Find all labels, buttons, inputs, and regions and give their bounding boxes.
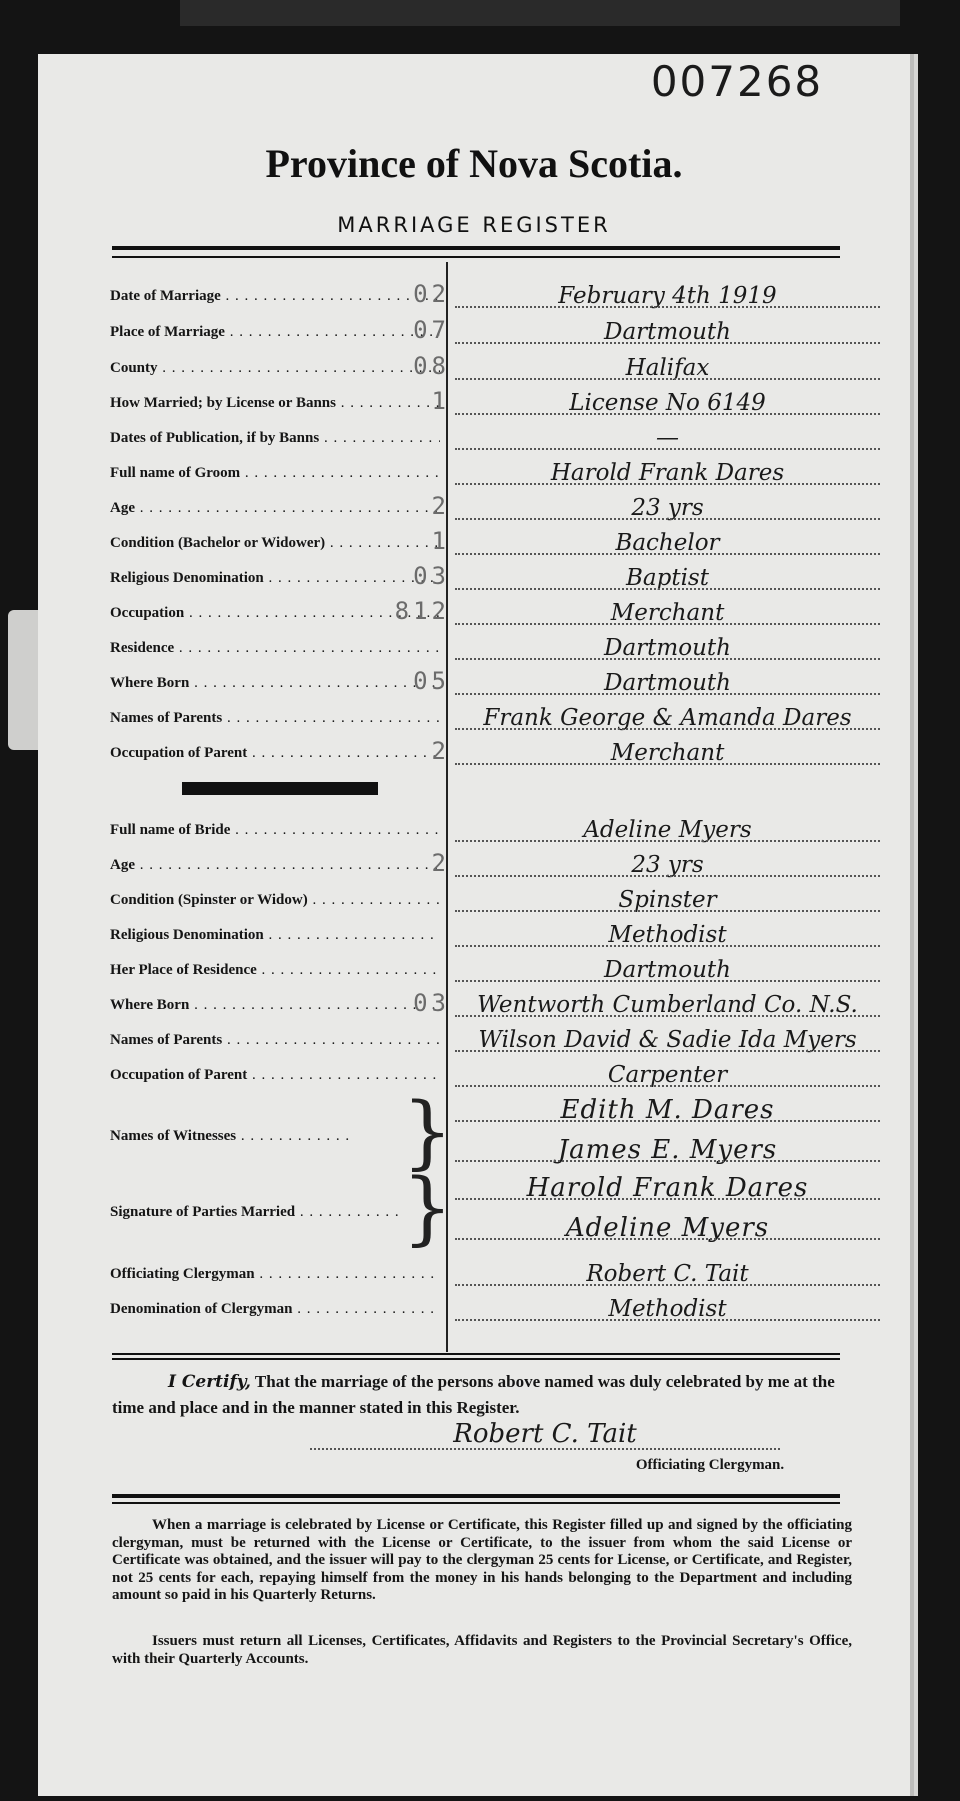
party-signature: Adeline Myers bbox=[455, 1212, 880, 1244]
page-title: Province of Nova Scotia. bbox=[265, 141, 683, 186]
field-label: Where Born . . . bbox=[110, 675, 440, 692]
field-bride-religion bbox=[110, 921, 880, 951]
field-label: Names of Parents . . . bbox=[110, 710, 440, 727]
field-label: Date of Marriage . . . bbox=[110, 288, 440, 305]
footer-rule-thick bbox=[112, 1494, 840, 1498]
field-officiating-clergyman bbox=[110, 1260, 880, 1290]
field-value: Merchant bbox=[455, 597, 880, 629]
section-divider-bar bbox=[182, 782, 378, 795]
field-label: Age . . . bbox=[110, 500, 440, 517]
field-value: Halifax bbox=[455, 352, 880, 384]
field-value: 23 yrs bbox=[455, 492, 880, 524]
footer-rule-thin bbox=[112, 1502, 840, 1504]
field-value: Dartmouth bbox=[455, 667, 880, 699]
field-label: Names of Witnesses . . . bbox=[110, 1128, 350, 1145]
witness-line-1 bbox=[110, 1096, 880, 1126]
field-label: Occupation of Parent . . . bbox=[110, 745, 440, 762]
field-value: Methodist bbox=[455, 1293, 880, 1325]
field-label: Religious Denomination . . . bbox=[110, 927, 440, 944]
issuers-notice: Issuers must return all Licenses, Certificates, Affidavits and Registers to the Provincial Secretary's Office, with their Quarterly Accounts. bbox=[112, 1633, 852, 1667]
field-value: Harold Frank Dares bbox=[455, 457, 880, 489]
notice-paragraph: When a marriage is celebrated by License or Certificate, this Register filled up and signed by the officiating clergyman, must be returned with the License or Certificate, to the issuer from whom the said License or Certificate was obtained, and the issuer will pay to the clergyman 25 cents for License, or Certificate, and Register, not 25 cents for each, repaying himself from the money in his hands belonging to the Department and including amount so paid in his Quarterly Returns. bbox=[112, 1517, 852, 1603]
brace-witnesses: } bbox=[402, 1085, 453, 1178]
field-code: 05 bbox=[413, 667, 450, 695]
field-bride-age bbox=[110, 851, 880, 881]
field-groom-name bbox=[110, 459, 880, 489]
field-value: Methodist bbox=[455, 919, 880, 951]
field-code: 03 bbox=[413, 989, 450, 1017]
certify-signature: Robert C. Tait bbox=[310, 1414, 780, 1454]
field-bride-parent-occupation bbox=[110, 1061, 880, 1091]
witness-signature: James E. Myers bbox=[455, 1134, 880, 1166]
field-label: Dates of Publication, if by Banns . . . bbox=[110, 430, 440, 447]
field-value: 23 yrs bbox=[455, 849, 880, 881]
field-value: Spinster bbox=[455, 884, 880, 916]
field-code: 08 bbox=[413, 352, 450, 380]
field-code: 07 bbox=[413, 316, 450, 344]
field-how-married bbox=[110, 389, 880, 419]
field-groom-residence bbox=[110, 634, 880, 664]
field-label: Age . . . bbox=[110, 857, 440, 874]
party-signature-line-1 bbox=[110, 1174, 880, 1204]
field-value: Dartmouth bbox=[455, 954, 880, 986]
field-label: Full name of Bride . . . bbox=[110, 822, 440, 839]
field-place-of-marriage bbox=[110, 318, 880, 348]
field-value: Frank George & Amanda Dares bbox=[455, 702, 880, 734]
witness-line-2 bbox=[110, 1136, 880, 1166]
field-bride-birthplace bbox=[110, 991, 880, 1021]
paper-tab bbox=[8, 610, 38, 750]
field-value: Bachelor bbox=[455, 527, 880, 559]
field-value: Adeline Myers bbox=[455, 814, 880, 846]
field-bride-condition bbox=[110, 886, 880, 916]
field-label: Full name of Groom . . . bbox=[110, 465, 440, 482]
party-signature: Harold Frank Dares bbox=[455, 1172, 880, 1204]
brace-signatures: } bbox=[402, 1161, 453, 1254]
field-value: February 4th 1919 bbox=[455, 280, 880, 312]
field-value: Merchant bbox=[455, 737, 880, 769]
field-value: Baptist bbox=[455, 562, 880, 594]
field-label: Denomination of Clergyman . . . bbox=[110, 1301, 440, 1318]
field-label: Officiating Clergyman . . . bbox=[110, 1266, 440, 1283]
field-code: 2 bbox=[431, 492, 450, 520]
field-label: County . . . bbox=[110, 360, 440, 377]
field-code: 1 bbox=[431, 527, 450, 555]
field-date-of-marriage bbox=[110, 282, 880, 312]
field-code: 812 bbox=[394, 597, 450, 625]
certify-rule-thin-2 bbox=[112, 1358, 840, 1360]
certify-rule-thin bbox=[112, 1353, 840, 1355]
witness-signature: Edith M. Dares bbox=[455, 1094, 880, 1126]
field-label: Her Place of Residence . . . bbox=[110, 962, 440, 979]
field-value: Dartmouth bbox=[455, 632, 880, 664]
party-signature-line-2 bbox=[110, 1214, 880, 1244]
field-county bbox=[110, 354, 880, 384]
header-rule-thick bbox=[112, 246, 840, 250]
certify-text: That the marriage of the persons above named was duly celebrated by me at the time and place and in the manner stated in this Register. bbox=[112, 1372, 835, 1417]
field-dates-of-publication bbox=[110, 424, 880, 454]
certify-paragraph bbox=[112, 1369, 852, 1420]
field-label: Occupation . . . bbox=[110, 605, 440, 622]
field-value: — bbox=[455, 422, 880, 454]
field-code: 2 bbox=[431, 737, 450, 765]
field-label: Names of Parents . . . bbox=[110, 1032, 440, 1049]
field-code: 1 bbox=[431, 387, 450, 415]
register-number: 007268 bbox=[650, 57, 824, 106]
field-value: Wentworth Cumberland Co. N.S. bbox=[455, 989, 880, 1021]
field-label: Residence . . . bbox=[110, 640, 440, 657]
field-groom-religion bbox=[110, 564, 880, 594]
field-bride-parents bbox=[110, 1026, 880, 1056]
field-clergy-denomination bbox=[110, 1295, 880, 1325]
field-bride-name bbox=[110, 816, 880, 846]
field-groom-parents bbox=[110, 704, 880, 734]
field-groom-birthplace bbox=[110, 669, 880, 699]
field-code: 03 bbox=[413, 562, 450, 590]
field-groom-condition bbox=[110, 529, 880, 559]
page-subtitle: MARRIAGE REGISTER bbox=[337, 213, 611, 237]
field-value: Carpenter bbox=[455, 1059, 880, 1091]
field-label: Condition (Bachelor or Widower) . . . bbox=[110, 535, 440, 552]
field-label: Signature of Parties Married . . . bbox=[110, 1204, 400, 1221]
top-dark-strip bbox=[180, 0, 900, 26]
field-code: 2 bbox=[431, 849, 450, 877]
field-value: Dartmouth bbox=[455, 316, 880, 348]
field-value: Wilson David & Sadie Ida Myers bbox=[455, 1024, 880, 1056]
field-code: 02 bbox=[413, 280, 450, 308]
field-value: Robert C. Tait bbox=[455, 1258, 880, 1290]
field-label: Occupation of Parent . . . bbox=[110, 1067, 440, 1084]
field-label: How Married; by License or Banns . . . bbox=[110, 395, 440, 412]
field-groom-occupation bbox=[110, 599, 880, 629]
field-label: Religious Denomination . . . bbox=[110, 570, 440, 587]
field-label: Condition (Spinster or Widow) . . . bbox=[110, 892, 440, 909]
certify-lead: I Certify, bbox=[168, 1372, 251, 1392]
field-label: Where Born . . . bbox=[110, 997, 440, 1014]
certify-caption: Officiating Clergyman. bbox=[635, 1457, 785, 1473]
field-value: License No 6149 bbox=[455, 387, 880, 419]
field-groom-age bbox=[110, 494, 880, 524]
header-rule-thin bbox=[112, 256, 840, 258]
field-bride-residence bbox=[110, 956, 880, 986]
field-label: Place of Marriage . . . bbox=[110, 324, 440, 341]
field-groom-parent-occupation bbox=[110, 739, 880, 769]
